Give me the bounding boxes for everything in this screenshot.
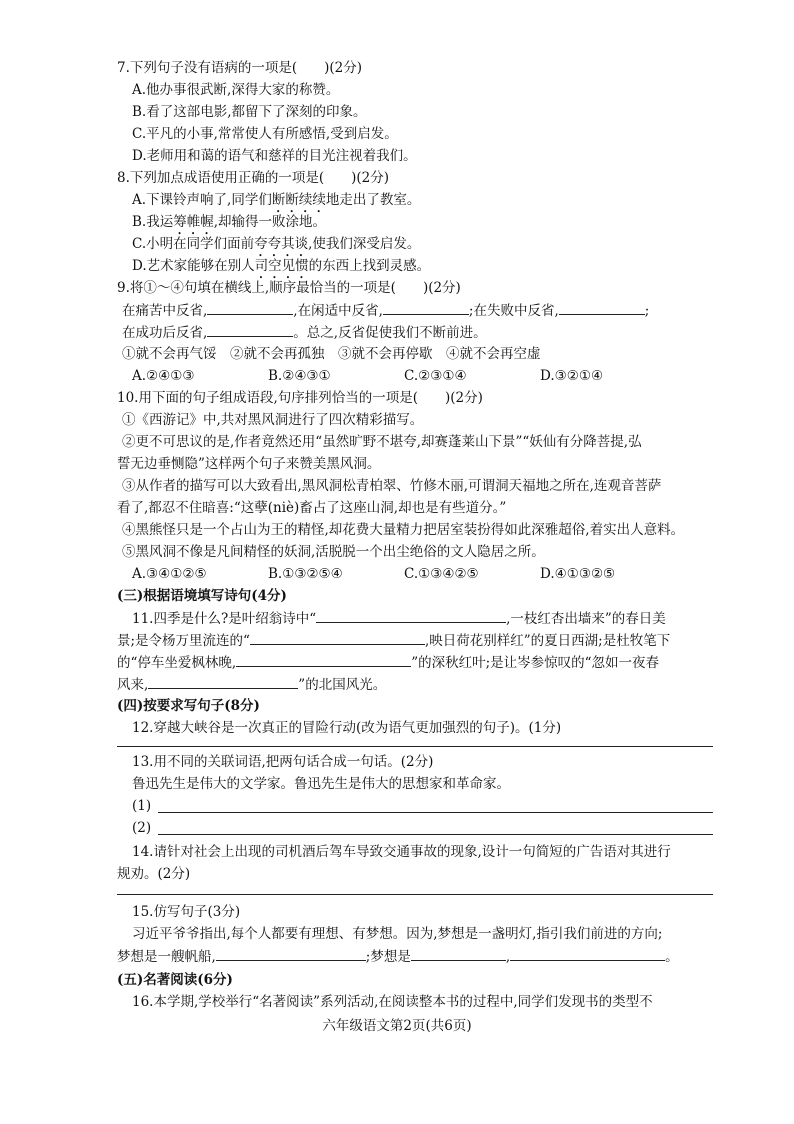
q9-choices: A.②④①③ B.②④③① C.②③①④ D.③②①④: [132, 368, 604, 384]
section-4-heading: (四)按要求写句子(8分): [117, 698, 260, 714]
q15-line-2: 梦想是一艘帆船, ;梦想是 , 。: [117, 946, 679, 967]
q9-stem: 9.将①～④句填在横线上,顺序最恰当的一项是( )(2分): [117, 280, 461, 296]
q10-stem: 10.用下面的句子组成语段,句序排列恰当的一项是( )(2分): [117, 390, 483, 406]
poem-blank[interactable]: [236, 652, 411, 667]
q14-stem-cont: 规劝。(2分): [117, 866, 191, 882]
q16-stem: 16.本学期,学校举行“名著阅读”系列活动,在阅读整本书的过程中,同学们发现书的类型不: [132, 994, 653, 1010]
answer-blank[interactable]: [411, 946, 506, 961]
q10-sentence-5: ⑤黑风洞不像是凡间精怪的妖洞,活脱脱一个出尘绝俗的文人隐居之所。: [122, 544, 545, 560]
q11-line-1: 11.四季是什么?是叶绍翁诗中“ ,一枝红杏出墙来”的春日美: [132, 608, 666, 629]
q10-sentence-1: ①《西游记》中,共对黑风洞进行了四次精彩描写。: [122, 412, 424, 428]
q13-answer-2-line[interactable]: [158, 834, 713, 835]
dotted-idiom: 断断续续: [271, 192, 326, 208]
dotted-idiom: 夸夸其谈: [254, 236, 309, 252]
q11-line-4: 风来, ”的北国风光。: [117, 674, 386, 695]
q10-sentence-3: ③从作者的描写可以大致看出,黑风洞松青柏翠、竹修木丽,可谓洞天福地之所在,连观音菩萨: [122, 478, 662, 494]
q14-stem: 14.请针对社会上出现的司机酒后驾车导致交通事故的现象,设计一句简短的广告语对其进行: [132, 844, 671, 860]
q8-option-d: D.艺术家能够在别人司空见惯的东西上找到灵感。: [132, 258, 431, 274]
q14-answer-line[interactable]: [117, 894, 713, 895]
q10-sentence-3-cont: 看了,都忍不住暗喜:“这孽(niè)畜占了这座山洞,却也是有些道分。”: [117, 500, 507, 516]
q8-option-b: B.我运筹帷幄,却输得一败涂地。: [132, 214, 327, 230]
q10-sentence-4: ④黑熊怪只是一个占山为王的精怪,却花费大量精力把居室装扮得如此深雅超俗,着实出人意料。: [122, 522, 685, 538]
q9-phrases: ①就不会再气馁 ②就不会再孤独 ③就不会再停歇 ④就不会再空虚: [122, 346, 541, 362]
q10-sentence-2-cont: 誓无边垂恻隐”这样两个句子来赞美黑风洞。: [117, 456, 381, 472]
q10-sentence-2: ②更不可思议的是,作者竟然还用“虽然旷野不堪夸,却赛蓬莱山下景”“妖仙有分降菩提,弘: [122, 434, 642, 450]
q8-stem: 8.下列加点成语使用正确的一项是( )(2分): [117, 170, 390, 186]
q15-line-1: 习近平爷爷指出,每个人都要有理想、有梦想。因为,梦想是一盏明灯,指引我们前进的方向;: [132, 926, 663, 942]
q7-stem: 7.下列句子没有语病的一项是( )(2分): [117, 60, 363, 76]
q13-answer-1-line[interactable]: [158, 812, 713, 813]
q7-option-b: B.看了这部电影,都留下了深刻的印象。: [132, 104, 367, 120]
poem-blank[interactable]: [316, 608, 506, 623]
q8-option-c: C.小明在同学们面前夸夸其谈,使我们深受启发。: [132, 236, 421, 252]
q7-option-a: A.他办事很武断,深得大家的称赞。: [132, 82, 340, 98]
poem-blank[interactable]: [250, 630, 425, 645]
q13-answer-2-label: (2): [132, 820, 152, 836]
q11-line-3: 的“停车坐爱枫林晚, ”的深秋红叶;是让岑参惊叹的“忽如一夜春: [117, 652, 659, 673]
q12-stem: 12.穿越大峡谷是一次真正的冒险行动(改为语气更加强烈的句子)。(1分): [132, 720, 562, 736]
section-5-heading: (五)名著阅读(6分): [117, 972, 233, 988]
q7-option-d: D.老师用和蔼的语气和慈祥的目光注视着我们。: [132, 148, 417, 164]
answer-blank[interactable]: [559, 300, 645, 315]
q8-option-a: A.下课铃声响了,同学们断断续续地走出了教室。: [132, 192, 421, 208]
q15-stem: 15.仿写句子(3分): [132, 904, 241, 920]
q13-content: 鲁迅先生是伟大的文学家。鲁迅先生是伟大的思想家和革命家。: [132, 776, 510, 792]
poem-blank[interactable]: [148, 674, 298, 689]
q9-line-1: 在痛苦中反省, ,在闲适中反省, ;在失败中反省, ;: [122, 300, 649, 321]
answer-blank[interactable]: [510, 946, 665, 961]
page-footer: 六年级语文第2页(共6页): [322, 1018, 472, 1034]
q10-choices: A.③④①②⑤ B.①③②⑤④ C.①③④②⑤ D.④①③②⑤: [132, 566, 616, 582]
dotted-idiom: 筹帷幄: [173, 214, 214, 230]
q11-line-2: 景;是令杨万里流连的“ ,映日荷花别样红”的夏日西湖;是杜牧笔下: [117, 630, 670, 651]
q13-stem: 13.用不同的关联词语,把两句话合成一句话。(2分): [132, 754, 434, 770]
q7-option-c: C.平凡的小事,常常使人有所感悟,受到启发。: [132, 126, 398, 142]
section-3-heading: (三)根据语境填写诗句(4分): [117, 588, 287, 604]
dotted-idiom: 司空见惯: [254, 258, 309, 274]
answer-blank[interactable]: [216, 946, 366, 961]
answer-blank[interactable]: [207, 322, 293, 337]
q9-line-2: 在成功后反省, 。总之,反省促使我们不断前进。: [122, 322, 487, 343]
answer-blank[interactable]: [383, 300, 469, 315]
q12-answer-line[interactable]: [117, 746, 713, 747]
q13-answer-1-label: (1): [132, 798, 152, 814]
answer-blank[interactable]: [207, 300, 293, 315]
